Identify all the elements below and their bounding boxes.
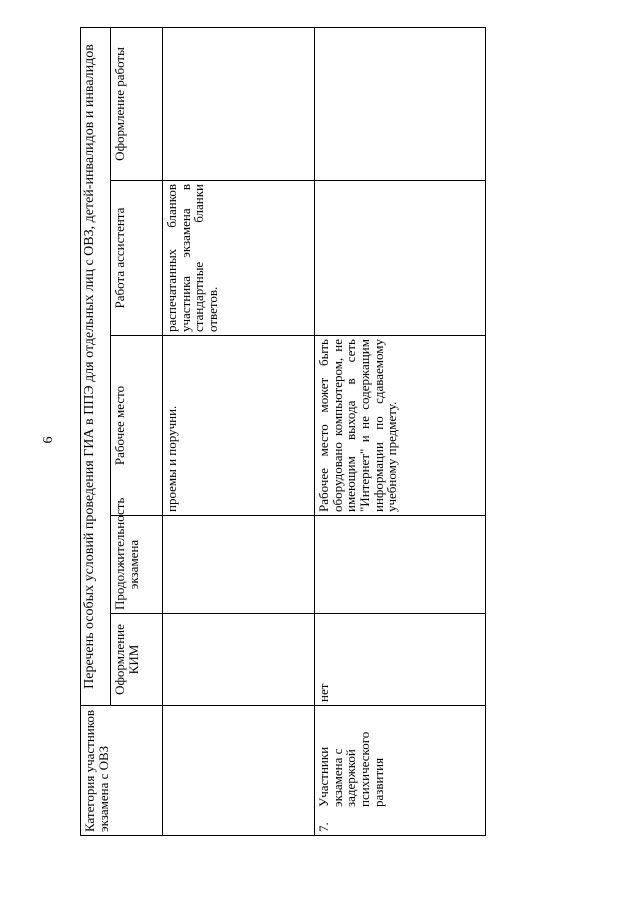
row-cont-workplace: проемы и поручни.: [163, 336, 315, 516]
row-cont-duration: [163, 516, 315, 614]
row7-workplace: Рабочее место может быть оборудовано компьютером, не имеющим выхода в сеть "Интернет" и не содержащим информации по сдаваемому учебному предмету.: [315, 336, 486, 516]
row-cont-design: [163, 27, 315, 180]
col-duration-header: Продолжительность экзамена: [111, 516, 163, 614]
row-cont-assistant: распечатанных бланков участника экзамена в стандартные бланки ответов.: [163, 181, 315, 336]
main-header: Перечень особых условий проведения ГИА в ППЭ для отдельных лиц с ОВЗ, детей-инвалидов и инвалидов: [81, 27, 111, 705]
row-cont-kim: [163, 614, 315, 706]
row7-assistant: [315, 181, 486, 336]
page-number: 6: [41, 436, 56, 444]
col-design-header: Оформление работы: [111, 27, 163, 180]
table-row: [315, 27, 486, 835]
row7-duration: [315, 516, 486, 614]
category-header: Категория участников экзамена с ОВЗ: [81, 706, 163, 836]
rotated-table-container: [80, 28, 486, 836]
row7-num: 7.: [316, 822, 331, 832]
table-row: [163, 27, 315, 835]
col-workplace-header: Рабочее место: [111, 336, 163, 516]
row7-design: [315, 27, 486, 180]
col-assistant-header: Работа ассистента: [111, 181, 163, 336]
col-kim-header: Оформление КИМ: [111, 614, 163, 706]
row7-category: 7. Участники экзамена с задержкой психического развития: [315, 706, 486, 836]
row-cont-category: [163, 706, 315, 836]
row7-kim: нет: [315, 614, 486, 706]
conditions-table: [80, 27, 486, 836]
